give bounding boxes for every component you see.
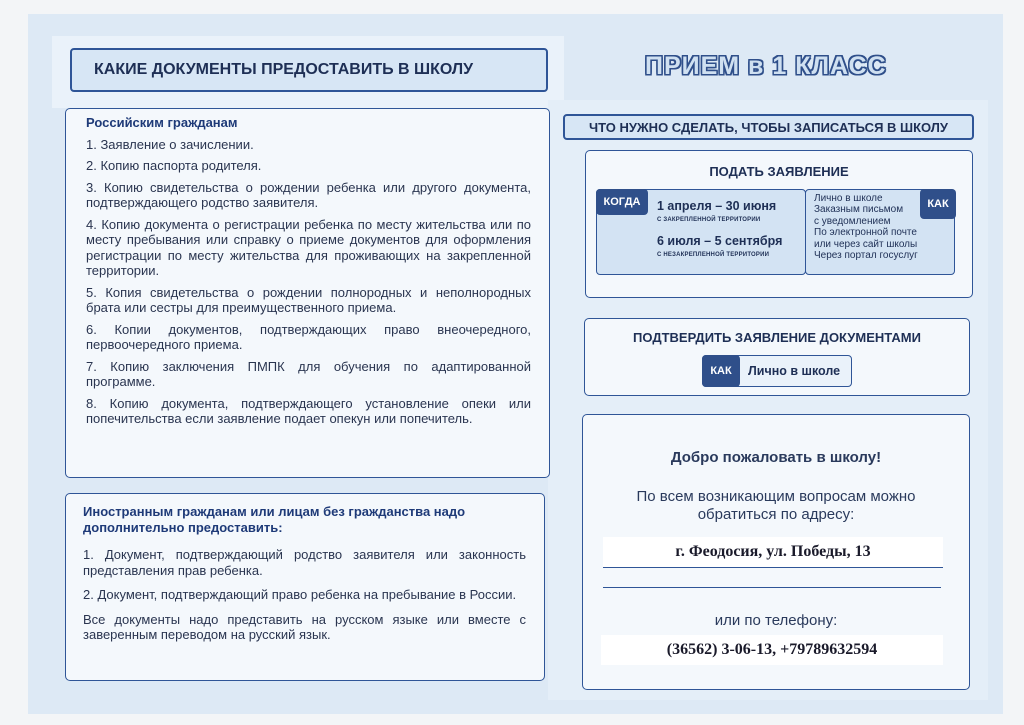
document-item: 7. Копию заключения ПМПК для обучения по адаптированной программе. [86,358,531,389]
submission-method: с уведомлением [814,215,891,227]
what-to-do-heading [563,114,974,140]
confirm-application-panel [584,318,970,396]
divider [603,587,941,588]
school-phone-text: (36562) 3-06-13, +79789632594 [666,641,878,658]
when-card [596,189,806,275]
submission-method: Заказным письмом [814,204,904,216]
document-item: 1. Документ, подтверждающий родство заявителя или законность представления прав ребенка. [83,547,526,578]
russian-citizens-section [65,108,550,478]
confirm-method-card [702,355,852,387]
welcome-title: Добро пожаловать в школу! [670,449,882,466]
contact-panel [582,414,970,690]
document-item: 2. Документ, подтверждающий право ребенка на пребывание в России. [83,587,517,602]
confirm-method-value: Лично в школе [748,364,841,378]
how-badge: КАК [920,189,956,219]
document-item: 4. Копию документа о регистрации ребенка по месту жительства или по месту пребывания или справку о приеме документов для оформления регистрации по месту жительства для проживающих на закрепленной территории. [86,216,531,278]
period-main-date: 1 апреля – 30 июня [657,199,777,213]
russian-citizens-title: Российским гражданам [86,115,238,130]
contact-instruction-line: По всем возникающим вопросам можно [636,488,916,505]
submission-method: Лично в школе [814,193,883,204]
document-item: 2. Копию паспорта родителя. [86,158,262,173]
document-item: 8. Копию документа, подтверждающего установление опеки или попечительства если заявление подает опекун или попечитель. [86,395,531,426]
contact-instruction-line: обратиться по адресу: [697,506,855,523]
submission-method: Через портал госуслуг [814,250,918,262]
submission-methods [814,193,918,261]
school-phone [601,635,943,665]
documents-heading [70,48,548,92]
document-item: 3. Копию свидетельства о рождении ребенка или другого документа, подтверждающего родство заявителя. [86,179,531,210]
submission-method: По электронной почте [814,227,917,239]
foreign-citizens-section [65,493,545,681]
period-additional-date: 6 июля – 5 сентября [657,234,783,248]
document-item: 6. Копии документов, подтверждающих право внеочередного, первоочередного приема. [86,321,531,352]
confirm-how-badge: КАК [702,355,740,387]
period-note: С НЕЗАКРЕПЛЕННОЙ ТЕРРИТОРИИ [657,252,770,258]
translation-note: Все документы надо представить на русском языке или вместе с заверенным переводом на русский язык. [83,611,526,642]
submit-application-panel [585,150,973,298]
confirm-application-title: ПОДТВЕРДИТЬ ЗАЯВЛЕНИЕ ДОКУМЕНТАМИ [633,330,921,345]
school-address [603,537,943,568]
when-badge: КОГДА [596,189,648,215]
submit-application-title: ПОДАТЬ ЗАЯВЛЕНИЕ [709,164,849,179]
submission-method: или через сайт школы [814,238,918,250]
phone-label: или по телефону: [714,612,838,629]
school-address-text: г. Феодосия, ул. Победы, 13 [675,543,871,560]
document-item: 1. Заявление о зачислении. [86,136,254,152]
documents-heading-text: КАКИЕ ДОКУМЕНТЫ ПРЕДОСТАВИТЬ В ШКОЛУ [94,61,474,78]
contact-instruction [583,488,969,524]
how-card [805,189,955,275]
what-to-do-text: ЧТО НУЖНО СДЕЛАТЬ, ЧТОБЫ ЗАПИСАТЬСЯ В ШКОЛУ [588,119,949,135]
foreign-citizens-title: Иностранным гражданам или лицам без гражданства надо дополнительно предоставить: [83,504,466,535]
period-note: С ЗАКРЕПЛЕННОЙ ТЕРРИТОРИИ [657,217,761,223]
document-item: 5. Копия свидетельства о рождении полнородных и неполнородных брата или сестры для преимущественного приема. [86,284,531,315]
page-title: ПРИЕМ в 1 КЛАСС [645,52,887,80]
